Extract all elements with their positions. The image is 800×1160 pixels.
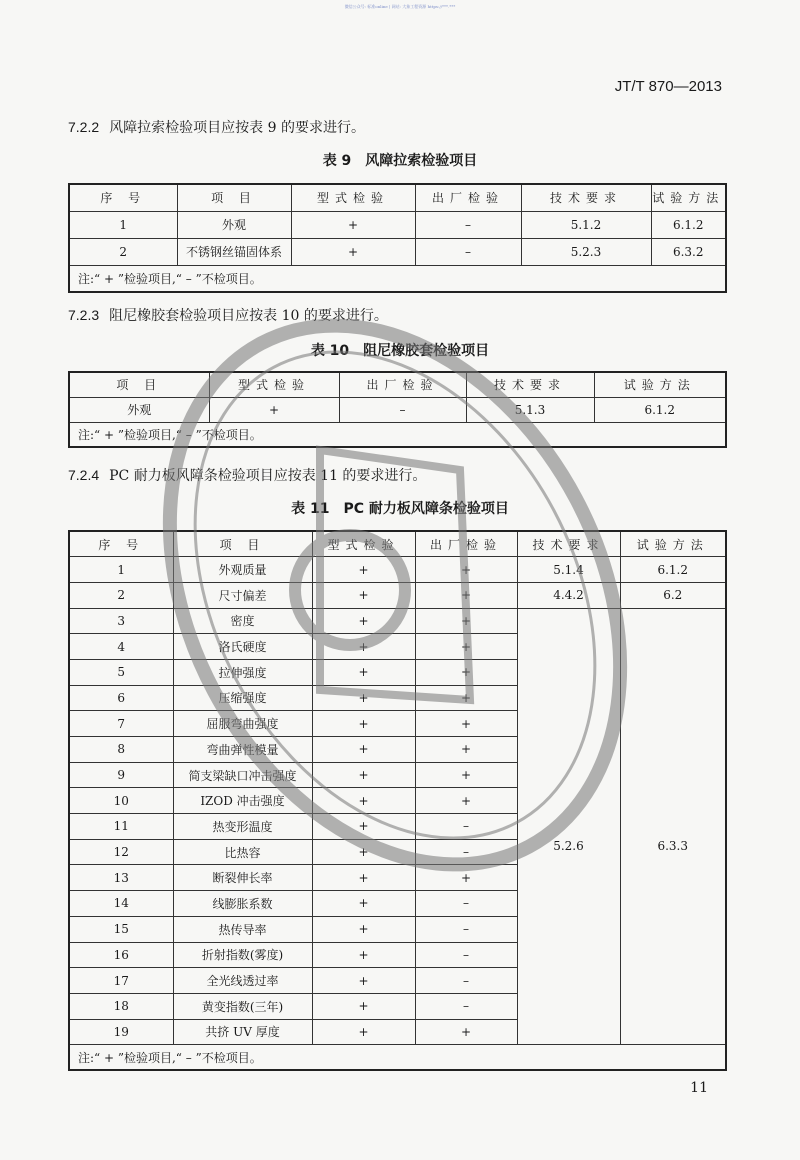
header-row xyxy=(69,531,726,557)
table-cell: 8 xyxy=(69,737,173,763)
table-cell: + xyxy=(312,582,415,608)
table-cell: – xyxy=(415,993,517,1019)
table-note: 注:“ + ”检验项目,“ – ”不检项目。 xyxy=(69,1045,726,1071)
table-cell: 密度 xyxy=(173,608,312,634)
column-header: 项 目 xyxy=(173,531,312,557)
table-note: 注:“ + ”检验项目,“ – ”不检项目。 xyxy=(69,265,726,292)
table-cell: – xyxy=(415,814,517,840)
table-cell: 11 xyxy=(69,814,173,840)
table-row xyxy=(69,608,726,634)
column-header: 序 号 xyxy=(69,531,173,557)
table-cell: 拉伸强度 xyxy=(173,659,312,685)
table10-caption: 表 10 阻尼橡胶套检验项目 xyxy=(310,343,490,359)
column-header: 试验方法 xyxy=(651,184,726,211)
section-text: 阻尼橡胶套检验项目应按表 10 的要求进行。 xyxy=(109,308,388,324)
table-cell: + xyxy=(312,685,415,711)
section-text: 风障拉索检验项目应按表 9 的要求进行。 xyxy=(109,120,365,136)
table-cell: + xyxy=(415,788,517,814)
table-cell: + xyxy=(209,397,339,422)
table-cell: IZOD 冲击强度 xyxy=(173,788,312,814)
table9-caption: 表 9 风障拉索检验项目 xyxy=(322,153,478,169)
table-cell: + xyxy=(291,238,415,265)
table-cell: 弯曲弹性模量 xyxy=(173,737,312,763)
table-row xyxy=(69,211,726,238)
table-row xyxy=(69,582,726,608)
table-cell: 不锈钢丝锚固体系 xyxy=(177,238,291,265)
table-cell: 外观 xyxy=(177,211,291,238)
table-cell: 比热容 xyxy=(173,839,312,865)
table-cell: + xyxy=(415,608,517,634)
table-cell: 黄变指数(三年) xyxy=(173,993,312,1019)
section-number: 7.2.2 xyxy=(68,119,100,135)
table-cell: + xyxy=(312,993,415,1019)
table-cell: + xyxy=(312,839,415,865)
table-cell: 5.2.3 xyxy=(521,238,651,265)
standard-code: JT/T 870—2013 xyxy=(614,78,722,95)
table-cell: + xyxy=(312,608,415,634)
column-header: 技术要求 xyxy=(517,531,620,557)
table-cell: 压缩强度 xyxy=(173,685,312,711)
table-cell: 折射指数(雾度) xyxy=(173,942,312,968)
table-cell: 4.4.2 xyxy=(517,582,620,608)
table-cell: – xyxy=(415,211,521,238)
table-cell: 13 xyxy=(69,865,173,891)
table-cell: 简支梁缺口冲击强度 xyxy=(173,762,312,788)
table-cell: 15 xyxy=(69,916,173,942)
table-cell: 1 xyxy=(69,557,173,583)
table-cell: + xyxy=(312,1019,415,1045)
table-cell: 6.1.2 xyxy=(594,397,726,422)
page-number: 11 xyxy=(690,1080,708,1096)
table-cell: + xyxy=(312,711,415,737)
merged-requirement-cell: 5.2.6 xyxy=(517,608,620,1045)
table-cell: 全光线透过率 xyxy=(173,968,312,994)
table-cell: – xyxy=(415,238,521,265)
column-header: 序 号 xyxy=(69,184,177,211)
column-header: 试验方法 xyxy=(620,531,726,557)
table-cell: – xyxy=(415,916,517,942)
header-row xyxy=(69,372,726,397)
column-header: 出厂检验 xyxy=(415,531,517,557)
table-cell: + xyxy=(312,968,415,994)
column-header: 出厂检验 xyxy=(339,372,466,397)
table-cell: 5.1.4 xyxy=(517,557,620,583)
table-cell: – xyxy=(415,968,517,994)
column-header: 技术要求 xyxy=(466,372,594,397)
column-header: 型式检验 xyxy=(209,372,339,397)
table-cell: – xyxy=(415,942,517,968)
column-header: 型式检验 xyxy=(291,184,415,211)
column-header: 型式检验 xyxy=(312,531,415,557)
table-cell: + xyxy=(312,865,415,891)
table-cell: 热传导率 xyxy=(173,916,312,942)
merged-method-cell: 6.3.3 xyxy=(620,608,726,1045)
table-cell: 4 xyxy=(69,634,173,660)
table-cell: 14 xyxy=(69,891,173,917)
table-row xyxy=(69,238,726,265)
table-cell: 6.1.2 xyxy=(651,211,726,238)
table-row xyxy=(69,397,726,422)
table-note: 注:“ + ”检验项目,“ – ”不检项目。 xyxy=(69,422,726,447)
column-header: 项 目 xyxy=(177,184,291,211)
column-header: 试验方法 xyxy=(594,372,726,397)
table-cell: – xyxy=(415,839,517,865)
table-cell: + xyxy=(312,942,415,968)
table-cell: + xyxy=(291,211,415,238)
table-row xyxy=(69,557,726,583)
table-cell: 屈服弯曲强度 xyxy=(173,711,312,737)
table-cell: + xyxy=(312,557,415,583)
column-header: 出厂检验 xyxy=(415,184,521,211)
table-cell: 18 xyxy=(69,993,173,1019)
table-cell: + xyxy=(415,762,517,788)
table-cell: + xyxy=(312,634,415,660)
table-cell: 外观质量 xyxy=(173,557,312,583)
table-cell: 外观 xyxy=(69,397,209,422)
table-cell: 5.1.2 xyxy=(521,211,651,238)
column-header: 项 目 xyxy=(69,372,209,397)
table-cell: 3 xyxy=(69,608,173,634)
table-cell: 9 xyxy=(69,762,173,788)
table-cell: + xyxy=(312,788,415,814)
table-cell: 10 xyxy=(69,788,173,814)
table-cell: 12 xyxy=(69,839,173,865)
table-cell: + xyxy=(312,814,415,840)
table-cell: 6.2 xyxy=(620,582,726,608)
section-7-2-4 xyxy=(68,465,426,485)
table-cell: 6.1.2 xyxy=(620,557,726,583)
section-7-2-3 xyxy=(68,305,388,325)
note-row xyxy=(69,1045,726,1071)
table-cell: – xyxy=(415,891,517,917)
table-cell: + xyxy=(415,1019,517,1045)
table-cell: 线膨胀系数 xyxy=(173,891,312,917)
table-cell: + xyxy=(415,685,517,711)
table-cell: + xyxy=(415,634,517,660)
table-cell: 尺寸偏差 xyxy=(173,582,312,608)
table11-caption: 表 11 PC 耐力板风障条检验项目 xyxy=(291,501,509,517)
table-cell: + xyxy=(312,916,415,942)
section-7-2-2 xyxy=(68,117,365,137)
table-cell: + xyxy=(312,737,415,763)
table-cell: 2 xyxy=(69,238,177,265)
note-row xyxy=(69,265,726,292)
table-cell: 5.1.3 xyxy=(466,397,594,422)
column-header: 技术要求 xyxy=(521,184,651,211)
table-cell: 2 xyxy=(69,582,173,608)
table-cell: 断裂伸长率 xyxy=(173,865,312,891)
table-cell: 热变形温度 xyxy=(173,814,312,840)
table-cell: + xyxy=(415,582,517,608)
table-cell: 6.3.2 xyxy=(651,238,726,265)
table-9 xyxy=(68,183,727,293)
section-number: 7.2.3 xyxy=(68,307,100,323)
table-cell: – xyxy=(339,397,466,422)
table-cell: + xyxy=(415,737,517,763)
table-cell: + xyxy=(415,865,517,891)
table-cell: 17 xyxy=(69,968,173,994)
table-cell: + xyxy=(415,659,517,685)
table-cell: 19 xyxy=(69,1019,173,1045)
table-10 xyxy=(68,371,727,448)
table-cell: + xyxy=(312,762,415,788)
header-row xyxy=(69,184,726,211)
table-cell: 7 xyxy=(69,711,173,737)
section-text: PC 耐力板风障条检验项目应按表 11 的要求进行。 xyxy=(109,468,427,484)
note-row xyxy=(69,422,726,447)
table-cell: + xyxy=(415,711,517,737)
table-cell: 1 xyxy=(69,211,177,238)
table-cell: + xyxy=(415,557,517,583)
table-cell: 共挤 UV 厚度 xyxy=(173,1019,312,1045)
top-watermark-text: 微信公众号: 标准online | 网站: 大象工程资源 https://***.*** xyxy=(344,4,456,9)
section-number: 7.2.4 xyxy=(68,467,100,483)
table-cell: 6 xyxy=(69,685,173,711)
table-cell: 洛氏硬度 xyxy=(173,634,312,660)
table-cell: + xyxy=(312,891,415,917)
table-cell: 16 xyxy=(69,942,173,968)
table-cell: + xyxy=(312,659,415,685)
table-cell: 5 xyxy=(69,659,173,685)
table-11 xyxy=(68,530,727,1071)
